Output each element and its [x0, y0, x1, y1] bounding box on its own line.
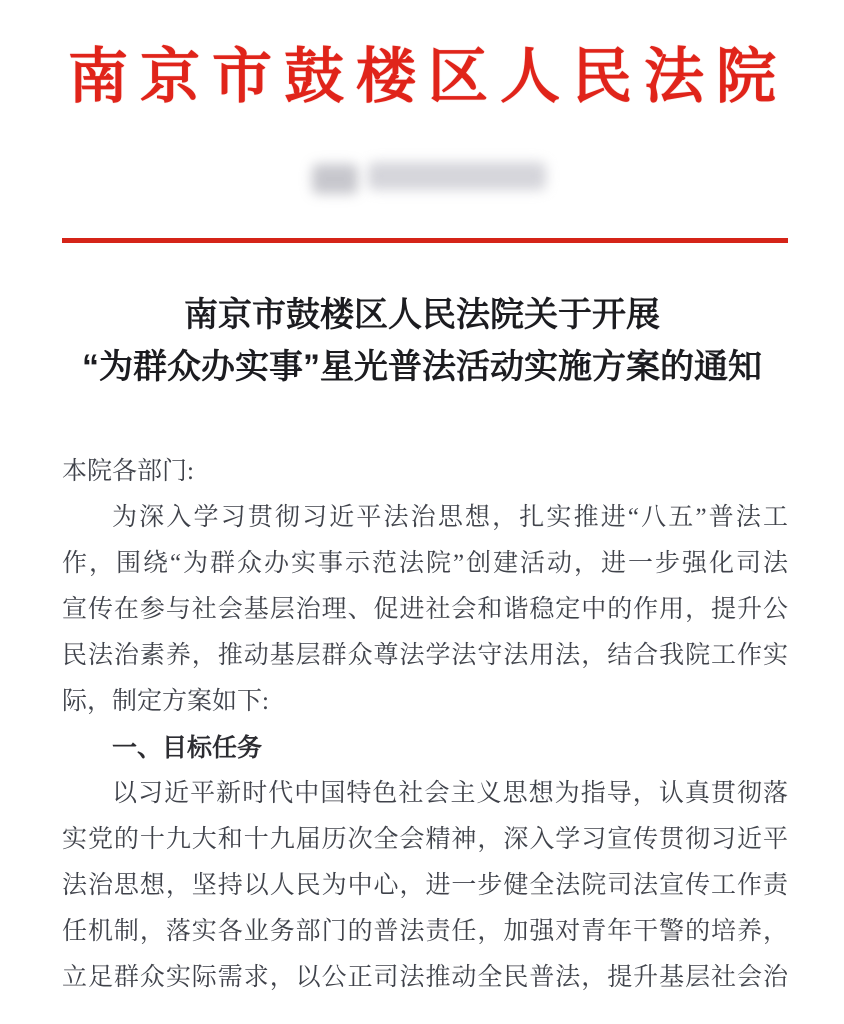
section1-heading: 一、目标任务 — [112, 734, 263, 762]
paragraph2-line: 法治思想，坚持以人民为中心，进一步健全法院司法宣传工作责 — [62, 872, 788, 899]
paragraph2-line: 实党的十九大和十九届历次全会精神，深入学习宣传贯彻习近平 — [62, 826, 788, 853]
blurred-text-blob — [312, 164, 358, 194]
paragraph1-line: 民法治素养，推动基层群众尊法学法守法用法，结合我院工作实 — [62, 642, 788, 669]
document-title — [0, 289, 844, 393]
document-number-blur — [0, 156, 844, 200]
document-title-line1: 南京市鼓楼区人民法院关于开展 — [184, 296, 660, 334]
red-divider-line — [62, 238, 788, 243]
court-name-header: 南京市鼓楼区人民法院 — [68, 43, 788, 110]
paragraph1-line: 宣传在参与社会基层治理、促进社会和谐稳定中的作用，提升公 — [62, 596, 788, 623]
paragraph2-line: 立足群众实际需求，以公正司法推动全民普法，提升基层社会治 — [62, 964, 788, 991]
blurred-text-blob — [368, 162, 546, 190]
salutation-line: 本院各部门: — [62, 458, 194, 485]
paragraph1-line: 际，制定方案如下: — [62, 688, 269, 715]
paragraph2-line: 以习近平新时代中国特色社会主义思想为指导，认真贯彻落 — [112, 780, 788, 807]
paragraph2-line: 任机制，落实各业务部门的普法责任，加强对青年干警的培养， — [62, 918, 788, 945]
paragraph1-line: 作，围绕“为群众办实事示范法院”创建活动，进一步强化司法 — [62, 550, 788, 577]
paragraph1-line: 为深入学习贯彻习近平法治思想，扎实推进“八五”普法工 — [112, 504, 788, 531]
document-title-line2: “为群众办实事”星光普法活动实施方案的通知 — [82, 348, 762, 386]
document-body — [62, 449, 788, 1001]
